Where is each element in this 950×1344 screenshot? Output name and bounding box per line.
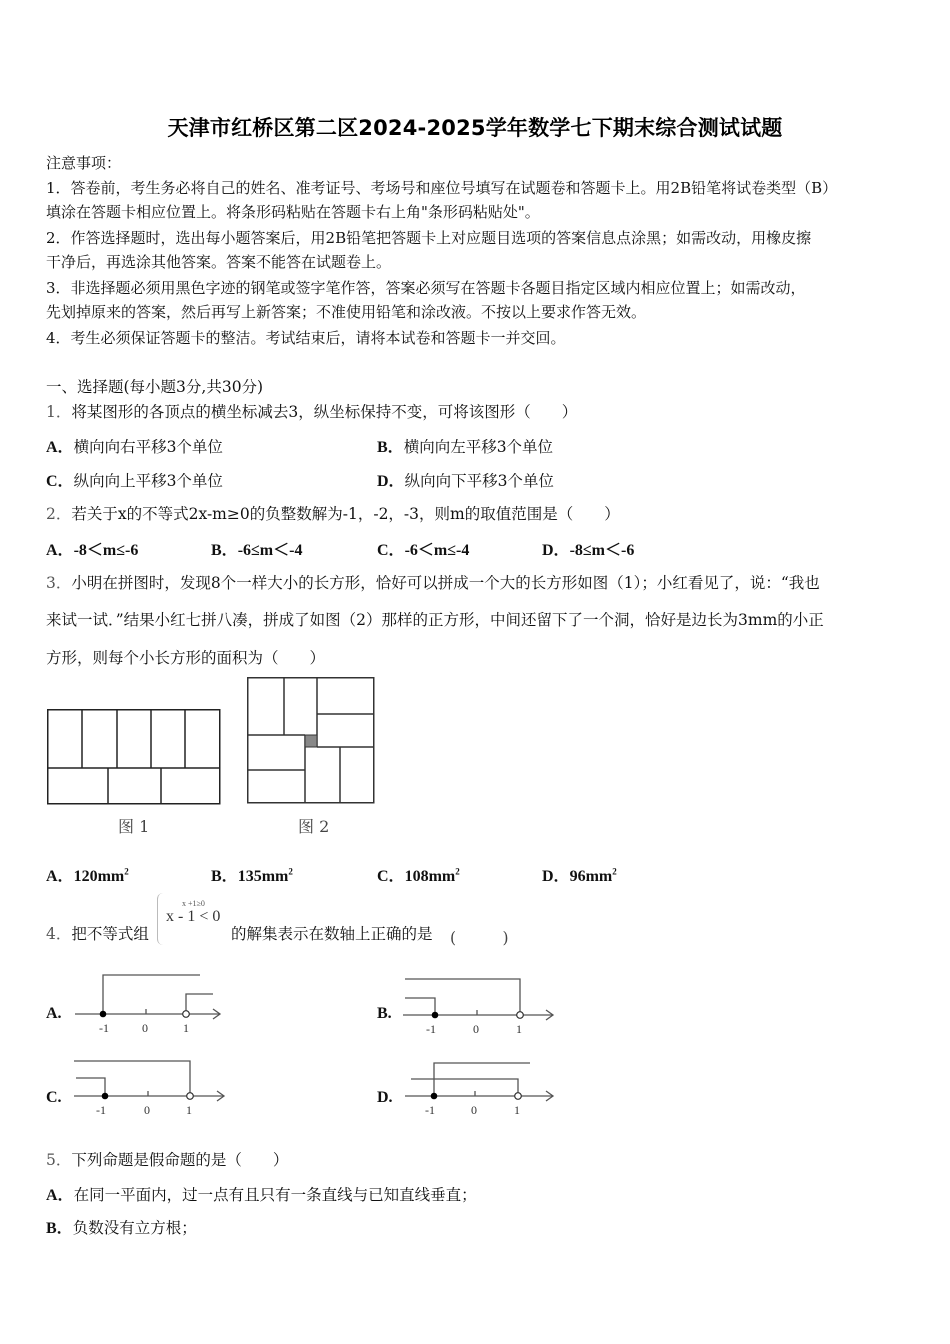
option-a[interactable]: A．-8＜m≤-6 bbox=[46, 542, 139, 559]
svg-text:1: 1 bbox=[514, 1103, 520, 1117]
option-d[interactable]: D．纵向向下平移3个单位 bbox=[377, 472, 554, 490]
figure-2-caption: 图 2 bbox=[298, 817, 330, 836]
svg-text:0: 0 bbox=[142, 1021, 148, 1035]
option-b[interactable]: B．负数没有立方根； bbox=[46, 1219, 197, 1237]
figure-1-caption: 图 1 bbox=[118, 817, 150, 836]
question-2 bbox=[46, 502, 620, 524]
svg-text:1: 1 bbox=[516, 1022, 522, 1036]
question-number: 1． bbox=[46, 403, 72, 421]
inequality-line-2: x - 1 < 0 bbox=[166, 908, 221, 925]
option-b[interactable]: B．横向向左平移3个单位 bbox=[377, 438, 554, 456]
question-stem: 把不等式组 bbox=[71, 925, 149, 943]
page-title: 天津市红桥区第二区2024-2025学年数学七下期末综合测试试题 bbox=[167, 116, 783, 140]
question-stem: 将某图形的各顶点的横坐标减去3，纵坐标保持不变，可将该图形（ ） bbox=[71, 403, 578, 421]
question-stem-line: 方形，则每个小长方形的面积为（ ） bbox=[46, 649, 326, 667]
option-c[interactable]: C．纵向向上平移3个单位 bbox=[46, 472, 223, 490]
option-a[interactable]: A．$120mm^2$ bbox=[46, 866, 129, 885]
svg-text:-1: -1 bbox=[426, 1022, 436, 1036]
notice-line: 1．答卷前，考生务必将自己的姓名、准考证号、考场号和座位号填写在试题卷和答题卡上。用2B铅笔将试卷类型（B） bbox=[46, 179, 838, 197]
option-b[interactable]: B．$135mm^2$ bbox=[211, 866, 293, 885]
question-3 bbox=[46, 571, 820, 593]
figure-2-diagram bbox=[247, 677, 375, 804]
option-d[interactable]: D．$96mm^2$ bbox=[542, 866, 617, 885]
svg-text:1: 1 bbox=[183, 1021, 189, 1035]
notice-line: 2．作答选择题时，选出每小题答案后，用2B铅笔把答题卡上对应题目选项的答案信息点涂黑；如需改动，用橡皮擦 bbox=[46, 229, 812, 247]
option-d-label[interactable]: D. bbox=[377, 1089, 393, 1106]
question-5 bbox=[46, 1148, 288, 1170]
question-number: 4． bbox=[46, 925, 72, 943]
number-line-c[interactable] bbox=[74, 1058, 229, 1120]
figure-1-diagram bbox=[47, 709, 221, 805]
notice-heading: 注意事项： bbox=[46, 154, 122, 172]
question-stem: 小明在拼图时，发现8个一样大小的长方形，恰好可以拼成一个大的长方形如图（1）；小红看见了，说：“我也 bbox=[71, 574, 820, 592]
svg-text:-1: -1 bbox=[96, 1103, 106, 1117]
answer-paren: ( ) bbox=[450, 929, 509, 947]
svg-text:-1: -1 bbox=[99, 1021, 109, 1035]
option-d[interactable]: D．-8≤m＜-6 bbox=[542, 542, 635, 559]
number-line-d[interactable] bbox=[405, 1059, 560, 1121]
option-b[interactable]: B．-6≤m＜-4 bbox=[211, 542, 303, 559]
number-line-b[interactable] bbox=[403, 975, 558, 1037]
option-c-label[interactable]: C. bbox=[46, 1089, 62, 1106]
question-1 bbox=[46, 400, 577, 422]
notice-line: 先划掉原来的答案，然后再写上新答案；不准使用铅笔和涂改液。不按以上要求作答无效。 bbox=[46, 303, 647, 321]
svg-text:0: 0 bbox=[471, 1103, 477, 1117]
question-number: 2． bbox=[46, 505, 72, 523]
question-4 bbox=[46, 922, 149, 944]
notice-line: 干净后，再选涂其他答案。答案不能答在试题卷上。 bbox=[46, 253, 392, 271]
question-number: 5． bbox=[46, 1151, 72, 1169]
option-b-label[interactable]: B. bbox=[377, 1005, 392, 1022]
number-line-a[interactable] bbox=[75, 972, 225, 1034]
option-c[interactable]: C．-6＜m≤-4 bbox=[377, 542, 470, 559]
question-stem-line: 来试一试．”结果小红七拼八凑，拼成了如图（2）那样的正方形，中间还留下了一个洞，恰好是边长为3mm的小正 bbox=[46, 611, 824, 629]
notice-line: 4．考生必须保证答题卡的整洁。考试结束后，请将本试卷和答题卡一并交回。 bbox=[46, 329, 566, 347]
svg-text:0: 0 bbox=[144, 1103, 150, 1117]
section-heading: 一、选择题(每小题3分,共30分) bbox=[46, 378, 264, 396]
notice-line: 3．非选择题必须用黑色字迹的钢笔或签字笔作答，答案必须写在答题卡各题目指定区域内相应位置上；如需改动， bbox=[46, 279, 806, 297]
question-stem-after: 的解集表示在数轴上正确的是 bbox=[231, 925, 433, 943]
question-stem: 下列命题是假命题的是（ ） bbox=[71, 1151, 289, 1169]
question-stem: 若关于x的不等式2x-m≥0的负整数解为-1，-2，-3，则m的取值范围是（ ） bbox=[71, 505, 620, 523]
svg-text:1: 1 bbox=[186, 1103, 192, 1117]
option-c[interactable]: C．$108mm^2$ bbox=[377, 866, 460, 885]
inequality-line-1: x +1≥0 bbox=[182, 899, 205, 908]
option-a[interactable]: A．在同一平面内，过一点有且只有一条直线与已知直线垂直； bbox=[46, 1186, 477, 1204]
option-a-label[interactable]: A. bbox=[46, 1005, 62, 1022]
inequality-system bbox=[157, 893, 232, 945]
question-number: 3． bbox=[46, 574, 72, 592]
svg-text:0: 0 bbox=[473, 1022, 479, 1036]
svg-text:-1: -1 bbox=[425, 1103, 435, 1117]
hole-square bbox=[305, 735, 317, 747]
notice-line: 填涂在答题卡相应位置上。将条形码粘贴在答题卡右上角"条形码粘贴处"。 bbox=[46, 203, 540, 221]
option-a[interactable]: A．横向向右平移3个单位 bbox=[46, 438, 223, 456]
